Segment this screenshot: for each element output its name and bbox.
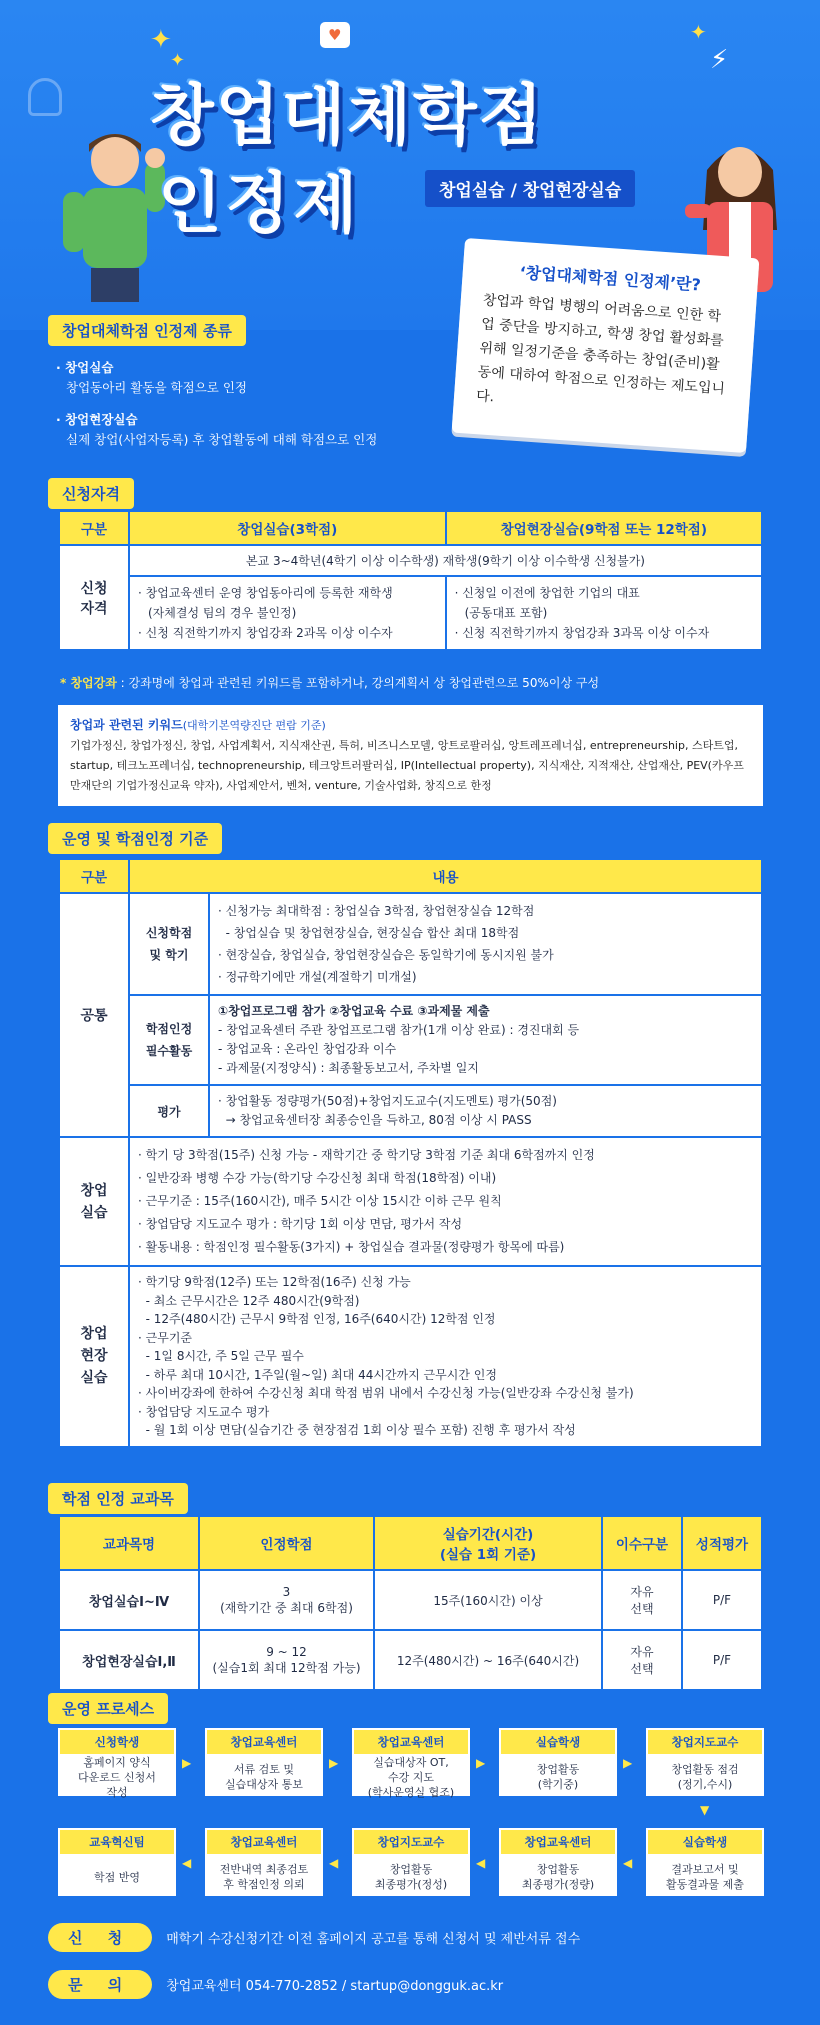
process-step [205, 1828, 323, 1896]
process-step [499, 1828, 617, 1896]
ops-cell: · 학기당 9학점(12주) 또는 12학점(16주) 신청 가능 - 최소 근무시간은 12주 480시간(9학점) - 12주(480시간) 근무시 9학점 인정, 16주(640시간) 12학점 인정 · 근무기준 - 1일 8시간, 주 5일 근무 필수 - 하루 최대 10시간, 1주일(월~일) 최대 44시간까지 근무시간 인정 · 사이버강좌에 한하여 수강신청 최대 학점 범위 내에서 수강신청 가능(일반강좌 수강신청 불가) · 창업담당 지도교수 평가 - 월 1회 이상 면담(실습기간 중 현장점검 1회 이상 필수 포함) 진행 후 평가서 작성 [129, 1266, 762, 1447]
process-step [352, 1828, 470, 1896]
section-label-qualification: 신청자격 [48, 478, 134, 509]
header-cell: 인정학점 [199, 1516, 374, 1570]
process-step [499, 1728, 617, 1796]
process-step [352, 1728, 470, 1799]
qual-line: (자체결성 팀의 경우 불인정) [148, 606, 297, 620]
process-step-body: 창업활동 최종평가(정량) [521, 1863, 595, 1891]
sparkle-icon: ✦ [170, 50, 186, 71]
course-credits: 9 ~ 12 (실습1회 최대 12학점 가능) [199, 1630, 374, 1690]
keywords-box [58, 705, 763, 806]
field-practice-cell [446, 576, 762, 650]
definition-body: 창업과 학업 병행의 어려움으로 인한 학업 중단을 방지하고, 학생 창업 활성화를 위해 일정기준을 충족하는 창업(준비)활동에 대하여 학점으로 인정하는 제도입니다. [475, 292, 726, 406]
process-step [205, 1728, 323, 1796]
row-label: 신청 자격 [59, 545, 129, 650]
apply-text: 매학기 수강신청기간 이전 홈페이지 공고를 통해 신청서 및 제반서류 접수 [166, 1932, 581, 1947]
arrow-right-icon: ▶ [476, 1756, 486, 1770]
keywords-text: 기업가정신, 창업가정신, 창업, 사업계획서, 지식재산권, 특허, 비즈니스모델, 앙트로팔러십, 앙트레프레너십, entrepreneurship, 스타트업, startup, 테크노프레너십, technopreneurship, 테크앙트러팔러십, IP(Intellectual property), 지식재산, 지적재산, 산업재산, PEV(카우프만재단의 기업가정신교육 약자), 사업제안서, 벤처, venture, 기술사업화, 창직으로 한정 [70, 739, 744, 792]
header-cell: 창업실습(3학점) [129, 511, 446, 545]
qual-line: · 신청 직전학기까지 창업강좌 2과목 이상 이수자 [138, 626, 393, 640]
courses-table [58, 1515, 763, 1691]
sub-label: 평가 [129, 1085, 209, 1137]
course-grading: P/F [682, 1570, 762, 1630]
contact-label: 문 의 [48, 1970, 152, 1999]
process-step-body: 홈페이지 양식 다운로드 신청서 작성 [78, 1755, 156, 1799]
process-step-head: 실습학생 [501, 1730, 615, 1754]
course-period: 12주(480시간) ~ 16주(640시간) [374, 1630, 602, 1690]
process-step [646, 1828, 764, 1896]
sparkle-icon: ✦ [150, 25, 172, 55]
process-step [58, 1728, 176, 1799]
arrow-left-icon: ◀ [329, 1856, 339, 1870]
course-note [60, 674, 599, 691]
course-name: 창업실습Ⅰ~Ⅳ [59, 1570, 199, 1630]
process-step-head: 창업교육센터 [207, 1730, 321, 1754]
course-credits: 3 (재학기간 중 최대 6학점) [199, 1570, 374, 1630]
apply-info [48, 1923, 580, 1952]
course-grading: P/F [682, 1630, 762, 1690]
section-label-operations: 운영 및 학점인정 기준 [48, 823, 222, 854]
process-step-body: 창업활동 점검 (정기,수시) [671, 1763, 739, 1791]
practice-cell [129, 576, 446, 650]
process-step-head: 창업교육센터 [354, 1730, 468, 1754]
definition-title: ‘창업대체학점 인정제’란? [518, 262, 702, 295]
course-type: 자유 선택 [602, 1570, 682, 1630]
process-step-head: 교육혁신팀 [60, 1830, 174, 1854]
section-label-courses: 학점 인정 교과목 [48, 1483, 188, 1514]
sub-label: 학점인정 필수활동 [129, 995, 209, 1085]
heart-icon: ♥ [328, 26, 342, 44]
process-step-body: 결과보고서 및 활동결과물 제출 [666, 1863, 744, 1891]
kind-name: · 창업실습 [56, 360, 114, 375]
arrow-left-icon: ◀ [623, 1856, 633, 1870]
header-cell: 창업현장실습(9학점 또는 12학점) [446, 511, 762, 545]
hero-subtitle: 창업실습 / 창업현장실습 [425, 170, 635, 207]
process-step [58, 1828, 176, 1896]
sparkle-icon: ✦ [690, 20, 707, 44]
row-label: 창업 현장 실습 [59, 1266, 129, 1447]
section-label-kinds: 창업대체학점 인정제 종류 [48, 315, 246, 346]
header-cell: 구분 [59, 859, 129, 893]
kind-name: · 창업현장실습 [56, 412, 138, 427]
section-label-process: 운영 프로세스 [48, 1693, 168, 1724]
keywords-title-sub: (대학기본역량진단 편람 기준) [182, 719, 326, 732]
process-step [646, 1728, 764, 1796]
note-head: * 창업강좌 [60, 676, 117, 690]
apply-label: 신 청 [48, 1923, 152, 1952]
arrow-left-icon: ◀ [476, 1856, 486, 1870]
qual-line: · 신청 직전학기까지 창업강좌 3과목 이상 이수자 [454, 626, 710, 640]
qualification-table [58, 510, 763, 651]
header-cell: 성적평가 [682, 1516, 762, 1570]
process-step-body: 전반내역 최종검토 후 학점인정 의뢰 [219, 1863, 309, 1891]
kinds-list [56, 358, 436, 450]
hero-title: 창업대체학점 [150, 77, 545, 154]
arrow-left-icon: ◀ [182, 1856, 192, 1870]
operations-table [58, 858, 763, 1448]
header-cell: 실습기간(시간) (실습 1회 기준) [374, 1516, 602, 1570]
kind-desc: 창업동아리 활동을 학점으로 인정 [66, 380, 247, 395]
process-step-body: 학점 반영 [93, 1870, 140, 1884]
kind-desc: 실제 창업(사업자등록) 후 창업활동에 대해 학점으로 인정 [66, 432, 378, 447]
process-step-head: 창업교육센터 [207, 1830, 321, 1854]
qual-line: (공동대표 포함) [464, 606, 548, 620]
table-row [59, 1630, 762, 1690]
lightning-icon: ⚡ [710, 45, 729, 75]
contact-text: 창업교육센터 054-770-2852 / startup@dongguk.ac.kr [166, 1979, 504, 1994]
common-cell: 본교 3~4학년(4학기 이상 이수학생) 재학생(9학기 이상 이수학생 신청불가) [129, 545, 762, 576]
row-label: 공통 [59, 893, 129, 1137]
definition-card [452, 238, 760, 453]
process-step-body: 창업활동 최종평가(정성) [374, 1863, 448, 1891]
process-step-body: 실습대상자 OT, 수강 지도 (학사운영실 협조) [367, 1755, 455, 1799]
course-period: 15주(160시간) 이상 [374, 1570, 602, 1630]
header-cell: 이수구분 [602, 1516, 682, 1570]
arrow-right-icon: ▶ [329, 1756, 339, 1770]
process-step-head: 신청학생 [60, 1730, 174, 1754]
process-step-body: 서류 검토 및 실습대상자 통보 [225, 1763, 303, 1791]
arrow-down-icon: ▼ [700, 1803, 710, 1817]
arrow-right-icon: ▶ [623, 1756, 633, 1770]
user-icon [28, 78, 62, 116]
header-cell: 내용 [129, 859, 762, 893]
ops-cell: · 창업활동 정량평가(50점)+창업지도교수(지도멘토) 평가(50점) → 창업교육센터장 최종승인을 득하고, 80점 이상 시 PASS [209, 1085, 762, 1137]
table-row [59, 1570, 762, 1630]
sub-label: 신청학점 및 학기 [129, 893, 209, 995]
process-step-head: 창업교육센터 [501, 1830, 615, 1854]
qual-line: · 창업교육센터 운영 창업동아리에 등록한 재학생 [138, 586, 393, 600]
process-step-head: 창업지도교수 [648, 1730, 762, 1754]
process-step-head: 실습학생 [648, 1830, 762, 1854]
header-cell: 교과목명 [59, 1516, 199, 1570]
contact-info [48, 1970, 503, 1999]
note-text: : 강좌명에 창업과 관련된 키워드를 포함하거나, 강의계획서 상 창업관련으로 50%이상 구성 [116, 676, 600, 690]
kind-item [56, 410, 436, 430]
course-type: 자유 선택 [602, 1630, 682, 1690]
hero-title-second-line: 인정제 [158, 165, 362, 242]
ops-cell: · 학기 당 3학점(15주) 신청 가능 - 재학기간 중 학기당 3학점 기준 최대 6학점까지 인정 · 일반강좌 병행 수강 가능(학기당 수강신청 최대 학점(18학점) 이내) · 근무기준 : 15주(160시간), 매주 5시간 이상 15시간 이하 근무 원칙 · 창업담당 지도교수 평가 : 학기당 1회 이상 면담, 평가서 작성 · 활동내용 : 학점인정 필수활동(3가지) + 창업실습 결과물(정량평가 항목에 따름) [129, 1137, 762, 1266]
keywords-title: 창업과 관련된 키워드 [70, 718, 183, 732]
qual-line: · 신청일 이전에 창업한 기업의 대표 [454, 586, 640, 600]
process-step-body: 창업활동 (학기중) [536, 1763, 580, 1791]
ops-cell: ①창업프로그램 참가 ②창업교육 수료 ③과제물 제출 - 창업교육센터 주관 창업프로그램 참가(1개 이상 완료) : 경진대회 등 - 창업교육 : 온라인 창업강좌 이수 - 과제물(지정양식) : 최종활동보고서, 주차별 일지 [209, 995, 762, 1085]
header-cell: 구분 [59, 511, 129, 545]
row-label: 창업 실습 [59, 1137, 129, 1266]
kind-item [56, 358, 436, 378]
process-step-head: 창업지도교수 [354, 1830, 468, 1854]
ops-cell: · 신청가능 최대학점 : 창업실습 3학점, 창업현장실습 12학점 - 창업실습 및 창업현장실습, 현장실습 합산 최대 18학점 · 현장실습, 창업실습, 창업현장실습은 동일학기에 동시지원 불가 · 정규학기에만 개설(계절학기 미개설) [209, 893, 762, 995]
arrow-right-icon: ▶ [182, 1756, 192, 1770]
course-name: 창업현장실습Ⅰ,Ⅱ [59, 1630, 199, 1690]
